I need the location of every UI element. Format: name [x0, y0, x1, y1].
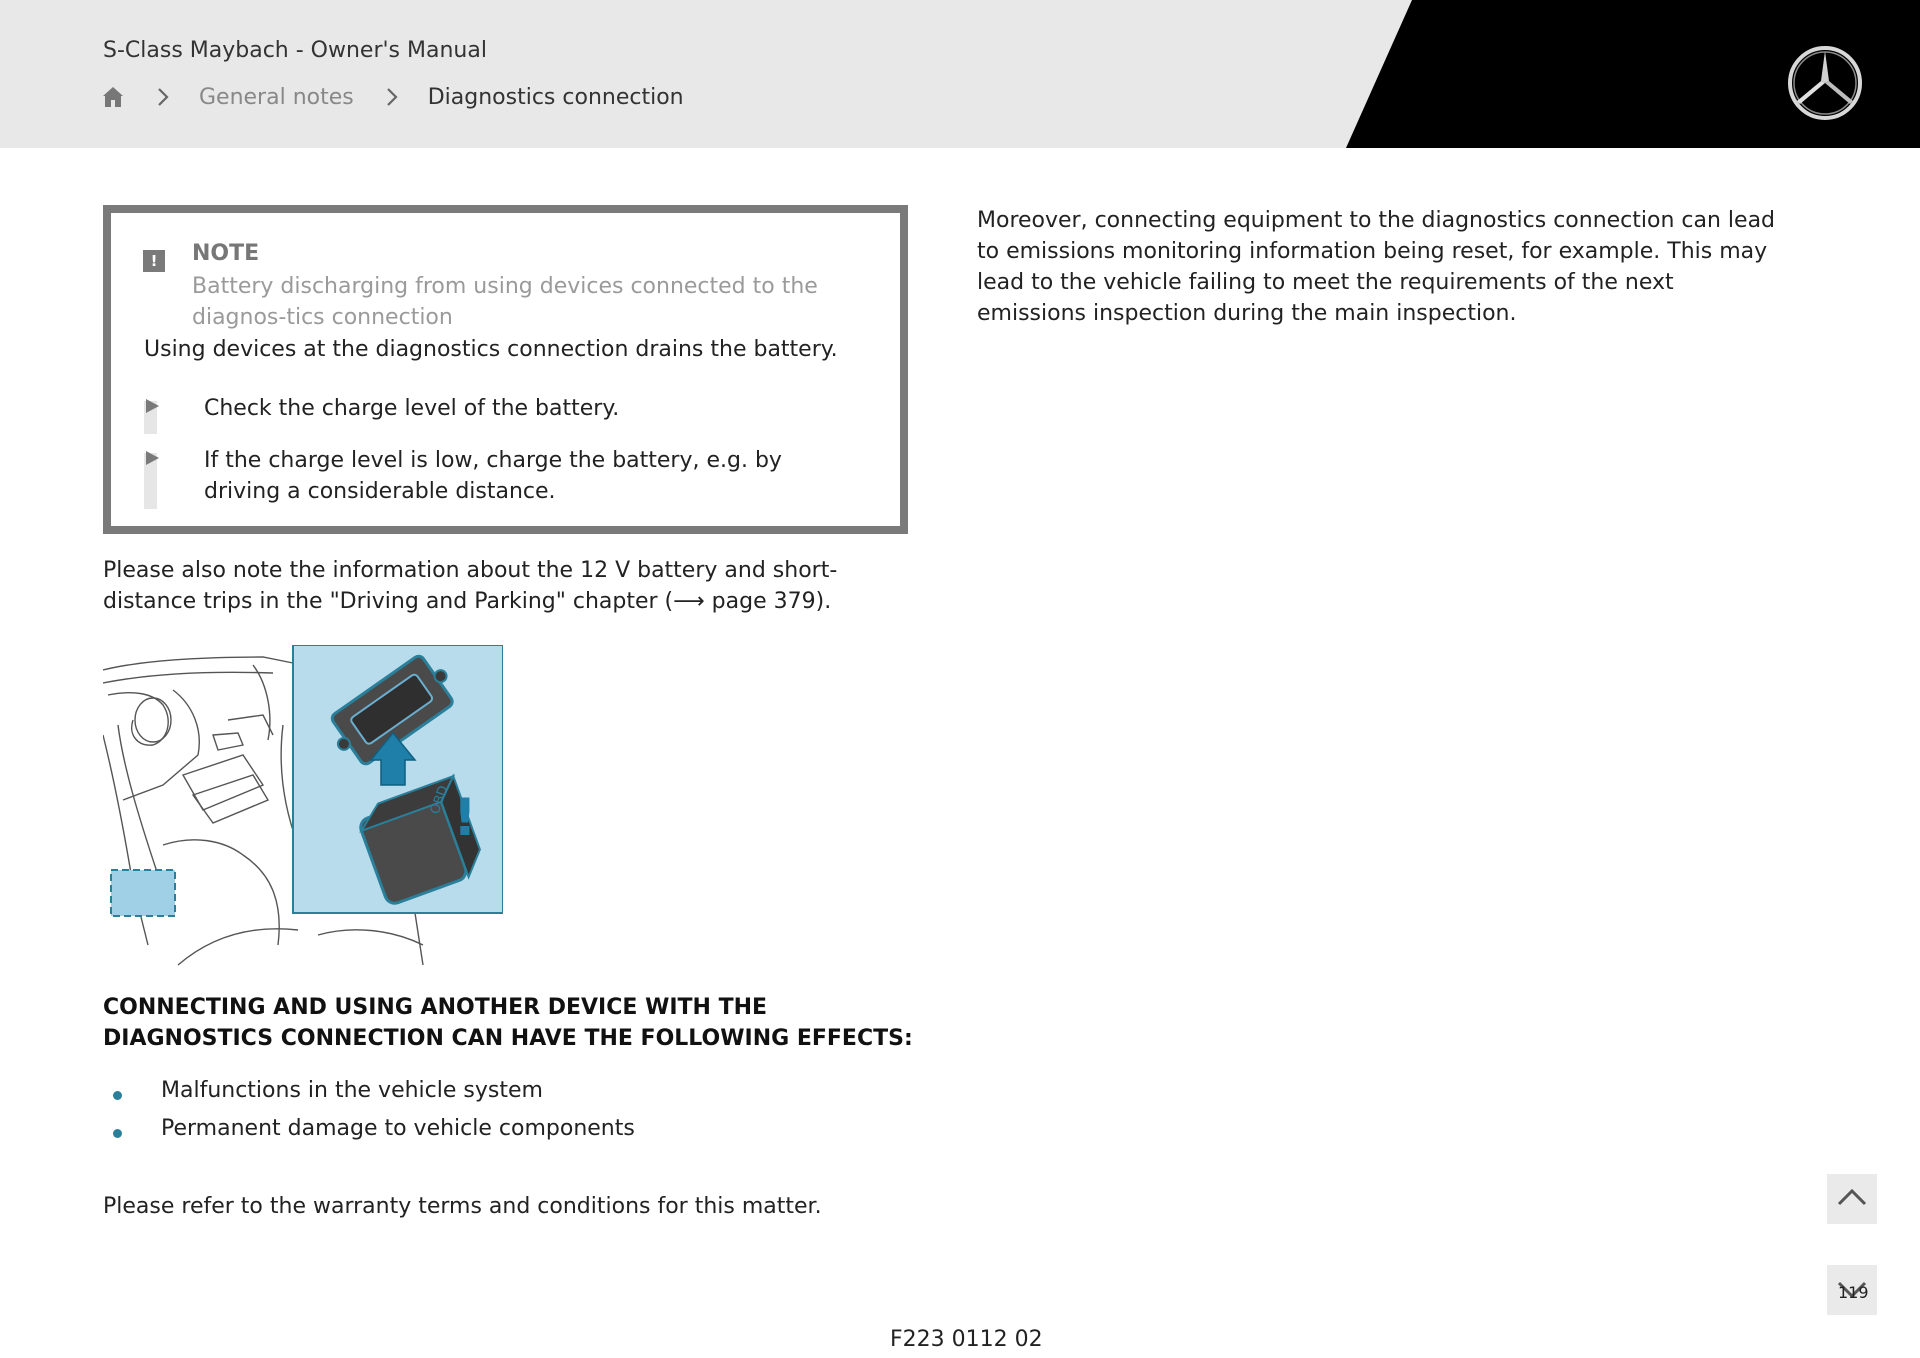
note-box — [103, 205, 908, 534]
breadcrumb — [101, 80, 684, 114]
home-icon[interactable] — [101, 85, 125, 109]
effects-heading: CONNECTING AND USING ANOTHER DEVICE WITH THE DIAGNOSTICS CONNECTION CAN HAVE THE FOLLOWING EFFECTS: — [103, 995, 913, 1051]
mercedes-star-logo — [1787, 45, 1863, 121]
figure-id: F223 0112 02 — [890, 1327, 1043, 1352]
diagnostics-connection-illustration — [103, 645, 503, 973]
list-item-text: Malfunctions in the vehicle system — [161, 1078, 543, 1103]
list-item-text: Permanent damage to vehicle components — [161, 1116, 635, 1141]
obd-label: OBD — [427, 783, 452, 817]
play-arrow-icon — [146, 399, 159, 413]
play-arrow-icon — [146, 451, 159, 465]
chevron-up-icon — [1827, 1174, 1877, 1224]
scroll-up-button[interactable] — [1827, 1174, 1877, 1224]
note-step — [144, 393, 864, 424]
breadcrumb-item-current: Diagnostics connection — [427, 84, 684, 110]
note-heading: NOTE — [192, 241, 260, 266]
breadcrumb-item-general-notes[interactable]: General notes — [199, 84, 354, 110]
battery-reference-paragraph: Please also note the information about the 12 V battery and short-distance trips in the "Driving and Parking" chapter (⟶ page 379). — [103, 558, 838, 614]
warranty-paragraph: Please refer to the warranty terms and conditions for this matter. — [103, 1194, 822, 1219]
note-step-text: Check the charge level of the battery. — [204, 396, 620, 421]
note-step — [144, 445, 864, 507]
chevron-right-icon — [384, 86, 400, 108]
note-subheading: Battery discharging from using devices connected to the diagnos-tics connection — [192, 274, 818, 330]
document-title: S-Class Maybach - Owner's Manual — [103, 38, 487, 63]
page-header — [0, 0, 1920, 148]
exclamation-mark: ! — [453, 788, 477, 848]
bullet-dot — [113, 1091, 122, 1100]
emissions-paragraph: Moreover, connecting equipment to the diagnostics connection can lead to emissions monitoring information being reset, for example. This may lead to the vehicle failing to meet the requirements of the next emissions inspection during the main inspection. — [977, 208, 1776, 326]
bullet-dot — [113, 1129, 122, 1138]
note-body: Using devices at the diagnostics connection drains the battery. — [144, 337, 838, 362]
note-step-text: If the charge level is low, charge the battery, e.g. by driving a considerable distance. — [204, 448, 782, 504]
page-number: 119 — [1838, 1283, 1869, 1302]
chevron-right-icon — [155, 86, 171, 108]
warning-icon: ! — [143, 250, 165, 272]
